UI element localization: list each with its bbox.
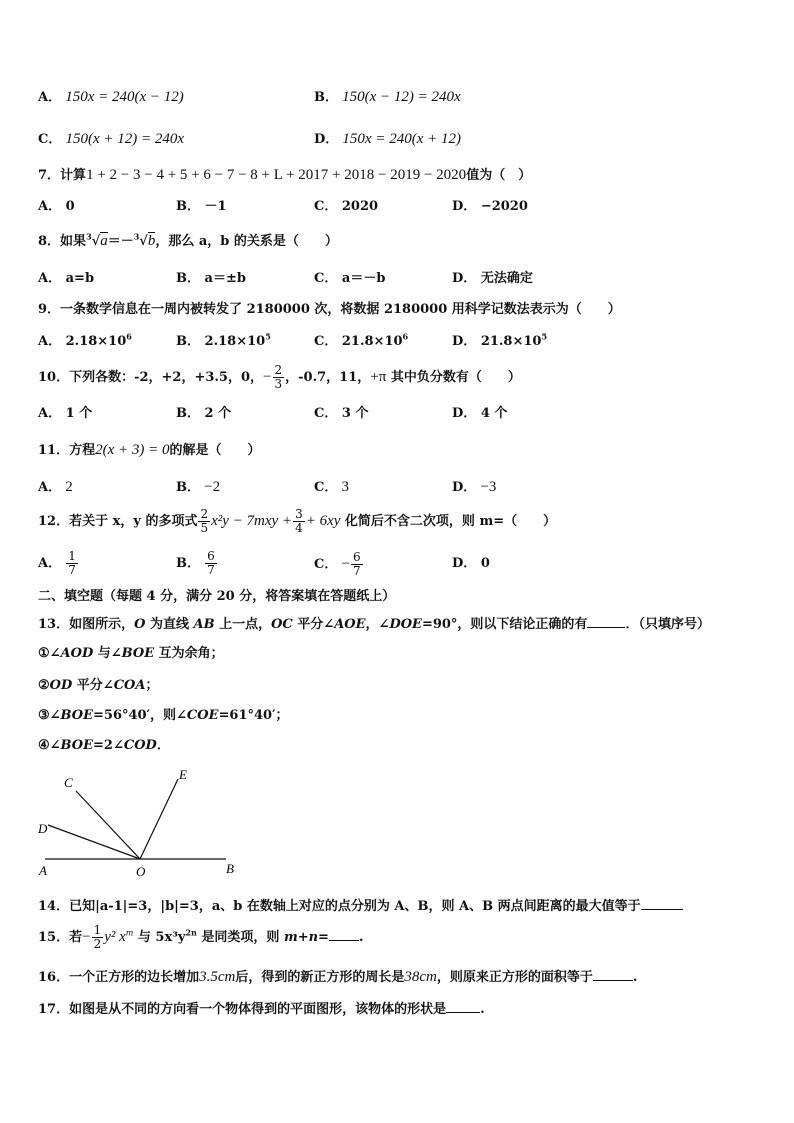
label-a: A [39,863,47,878]
q8-stem: 8．如果$^3$√a＝－$^3$√b，那么 a，b 的关系是（ ） [38,231,338,249]
q8-option-b: B． a＝±b [176,271,246,286]
q10-fraction: $\frac{2}{3}$ [274,363,283,391]
q8-option-a: A． a=b [38,271,95,286]
q10-option-b: B． 2 个 [176,406,232,421]
q14-stem: 14．已知|a-1|=3，|b|=3，a、b 在数轴上对应的点分别为 A、B，则 A、B 两点间距离的最大值等于 [38,895,683,916]
q11-option-a: A． 2 [38,479,73,495]
q9-option-b: B． $2.18\times 10^5$ [176,331,271,349]
q7-option-c: C． 2020 [314,199,379,214]
q13-angle-figure [30,765,250,880]
q11-option-b: B． −2 [176,479,221,495]
q16-stem: 16．一个正方形的边长增加3.5cm后，得到的新正方形的周长是38cm，则原来正方形的面积等于 . [38,966,637,987]
q10-option-c: C． 3 个 [314,406,369,421]
q13-answer-blank[interactable] [587,613,625,628]
q15-stem: 15．若− $\frac{1}{2}$ y² $x^m$ 与 $5x^3y^{2n}$ 是同类项，则 m+n= . [38,923,364,951]
q13-conclusion-3: ③∠BOE=56°40′，则∠COE=61°40′； [38,708,289,723]
q7-option-a: A． 0 [38,199,75,214]
q17-stem: 17．如图是从不同的方向看一个物体得到的平面图形，该物体的形状是 . [38,998,485,1019]
q6-option-c: C． 150(x + 12) = 240x [38,131,185,147]
section-2-title: 二、填空题（每题 4 分，满分 20 分，将答案填在答题纸上） [38,589,396,604]
label-d: D [38,821,48,836]
q9-option-a: A． $2.18\times 10^6$ [38,331,132,349]
q10-stem: 10．下列各数：-2，+2，+3.5，0，− $\frac{2}{3}$ ，-0.7，11，+π 其中负分数有（ ） [38,363,521,391]
q6-option-a: A． 150x = 240(x − 12) [38,89,184,105]
q14-answer-blank[interactable] [641,895,683,910]
q7-option-d: D． −2020 [452,199,528,214]
q12-option-a: A． $\frac{1}{7}$ [38,549,76,577]
q11-option-d: D． −3 [452,479,497,495]
ray-oe [140,779,178,859]
q7-stem: 7．计算1 + 2 − 3 − 4 + 5 + 6 − 7 − 8 + L + 2017 + 2018 − 2019 − 2020值为（ ） [38,167,532,183]
q6-option-b: B． 150(x − 12) = 240x [314,89,461,105]
q9-stem: 9．一条数学信息在一周内被转发了 2180000 次，将数据 2180000 用科学记数法表示为（ ） [38,302,621,317]
q11-option-c: C． 3 [314,479,349,495]
q11-stem: 11．方程2(x + 3) = 0的解是（ ） [38,442,261,458]
q15-answer-blank[interactable] [329,926,359,941]
label-c: C [64,775,73,790]
q8-option-c: C． a＝－b [314,271,386,286]
q7-option-b: B． －1 [176,199,227,214]
ray-oc [76,791,140,859]
q13-conclusion-2: ②OD 平分∠COA； [38,678,159,693]
q8-option-d: D． 无法确定 [452,271,533,286]
q6-option-d: D． 150x = 240(x + 12) [314,131,461,147]
label-b: B [226,861,234,876]
q12-option-c: C． − $\frac{6}{7}$ [314,550,361,578]
q13-stem: 13．如图所示，O 为直线 AB 上一点，OC 平分∠AOE，∠DOE=90°，则以下结论正确的有 ．（只填序号） [38,613,710,634]
q16-answer-blank[interactable] [593,966,633,981]
q10-option-a: A． 1 个 [38,406,93,421]
q13-conclusion-4: ④∠BOE=2∠COD． [38,738,170,753]
label-o: O [136,864,146,879]
q9-option-d: D． $21.8\times 10^5$ [452,331,548,349]
label-e: E [179,767,187,782]
q17-answer-blank[interactable] [446,998,480,1013]
q12-stem: 12．若关于 x，y 的多项式 $\frac{2}{5}$ x²y − 7mxy + $\frac{3}{4}$ + 6xy 化简后不含二次项，则 m=（ ） [38,507,557,535]
q10-option-d: D． 4 个 [452,406,508,421]
q13-conclusion-1: ①∠AOD 与∠BOE 互为余角； [38,646,224,661]
q9-option-c: C． $21.8\times 10^6$ [314,331,409,349]
q12-option-b: B． $\frac{6}{7}$ [176,549,215,577]
q12-option-d: D． 0 [452,556,490,571]
ray-od [48,825,140,859]
